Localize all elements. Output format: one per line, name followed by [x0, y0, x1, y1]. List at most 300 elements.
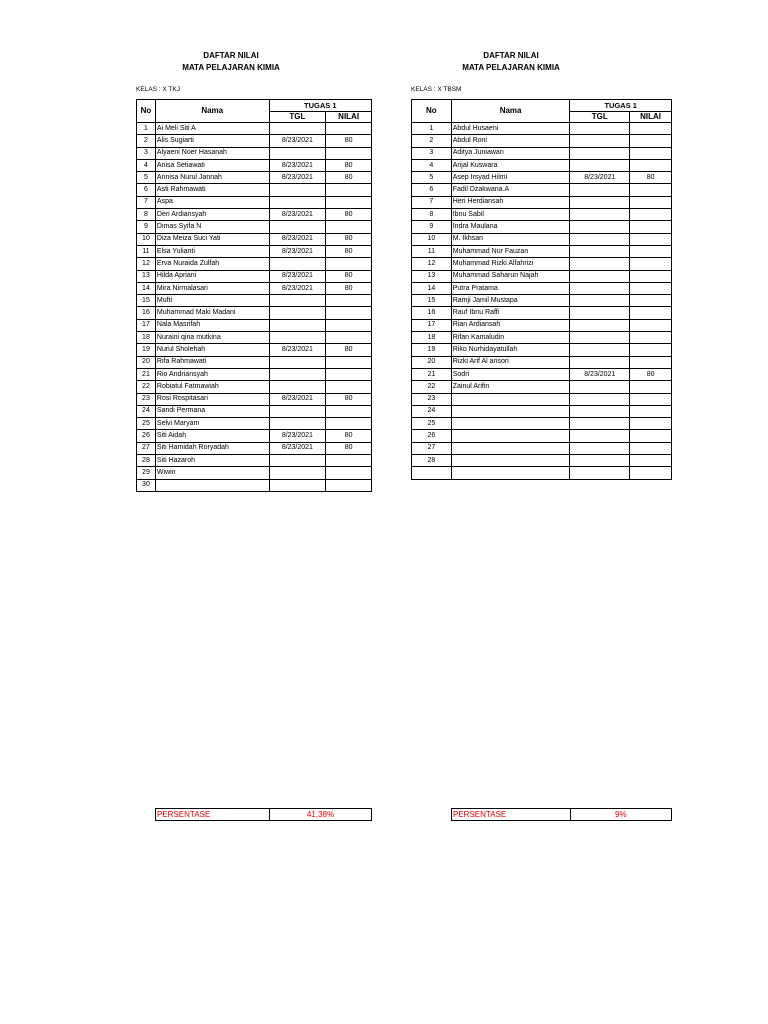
cell-nilai — [630, 393, 672, 405]
cell-no: 24 — [412, 405, 452, 417]
cell-no: 2 — [412, 135, 452, 147]
cell-tgl — [570, 147, 630, 159]
cell-nama — [451, 418, 570, 430]
table-row — [412, 282, 672, 294]
cell-nama: Nala Masrifah — [155, 319, 269, 331]
cell-nilai — [326, 307, 372, 319]
cell-no: 9 — [137, 221, 156, 233]
table-row — [137, 147, 372, 159]
table-row — [412, 135, 672, 147]
cell-tgl — [570, 319, 630, 331]
cell-tgl: 8/23/2021 — [570, 368, 630, 380]
cell-nama: Sodri — [451, 368, 570, 380]
cell-nilai — [630, 270, 672, 282]
table-row — [137, 123, 372, 135]
cell-no: 1 — [137, 123, 156, 135]
cell-nama — [155, 479, 269, 491]
cell-tgl — [269, 196, 326, 208]
cell-nama: Nurul Sholehah — [155, 344, 269, 356]
cell-no: 12 — [412, 258, 452, 270]
cell-no: 7 — [412, 196, 452, 208]
cell-nama: Ramji Jamil Mustapa — [451, 295, 570, 307]
cell-no: 24 — [137, 405, 156, 417]
table-row — [137, 221, 372, 233]
table-row — [137, 344, 372, 356]
cell-no: 2 — [137, 135, 156, 147]
cell-tgl — [269, 258, 326, 270]
cell-tgl — [570, 356, 630, 368]
cell-tgl — [570, 245, 630, 257]
cell-nilai — [630, 344, 672, 356]
cell-no: 26 — [137, 430, 156, 442]
col-header-nilai: NILAI — [630, 112, 672, 123]
cell-tgl — [269, 479, 326, 491]
cell-nilai — [326, 455, 372, 467]
cell-nilai — [630, 184, 672, 196]
table-row — [412, 455, 672, 467]
cell-no: 15 — [137, 295, 156, 307]
cell-no: 3 — [412, 147, 452, 159]
cell-nilai: 80 — [326, 344, 372, 356]
grade-table — [136, 99, 372, 492]
cell-no: 16 — [412, 307, 452, 319]
cell-nama: Robiatul Fatmawiah — [155, 381, 269, 393]
cell-nilai: 80 — [326, 245, 372, 257]
cell-nilai: 80 — [326, 430, 372, 442]
table-row — [412, 245, 672, 257]
cell-nilai: 80 — [630, 172, 672, 184]
cell-nilai — [326, 295, 372, 307]
cell-nilai: 80 — [326, 282, 372, 294]
cell-no: 16 — [137, 307, 156, 319]
cell-tgl — [570, 455, 630, 467]
cell-nilai — [326, 467, 372, 479]
cell-no: 6 — [137, 184, 156, 196]
cell-nama: Aditya Juniawan — [451, 147, 570, 159]
cell-nama: Deri Ardiansyah — [155, 209, 269, 221]
cell-tgl — [570, 442, 630, 454]
cell-tgl: 8/23/2021 — [269, 172, 326, 184]
cell-nama: Muhammad Saharun Najah — [451, 270, 570, 282]
cell-nama: Rizki Arif Al ansori — [451, 356, 570, 368]
cell-no: 8 — [412, 209, 452, 221]
cell-nama: Aspa — [155, 196, 269, 208]
cell-tgl — [570, 307, 630, 319]
cell-nilai — [630, 381, 672, 393]
cell-tgl — [570, 381, 630, 393]
cell-nama: Muhammad Rizki Alfahrizi — [451, 258, 570, 270]
cell-tgl — [269, 147, 326, 159]
cell-nama: Abdul Husaeni — [451, 123, 570, 135]
cell-no: 11 — [137, 245, 156, 257]
cell-tgl — [570, 467, 630, 479]
cell-tgl — [269, 123, 326, 135]
cell-no: 5 — [412, 172, 452, 184]
cell-tgl — [269, 405, 326, 417]
col-header-nilai: NILAI — [326, 112, 372, 123]
cell-no: 19 — [412, 344, 452, 356]
cell-nama: Rio Andriansyah — [155, 368, 269, 380]
cell-no: 22 — [137, 381, 156, 393]
cell-tgl — [570, 405, 630, 417]
table-row — [412, 184, 672, 196]
cell-tgl — [570, 344, 630, 356]
cell-tgl — [570, 282, 630, 294]
cell-no: 18 — [412, 332, 452, 344]
cell-nama: Zainul Arifin — [451, 381, 570, 393]
cell-nilai — [630, 467, 672, 479]
table-row — [137, 282, 372, 294]
cell-tgl — [570, 393, 630, 405]
table-row — [137, 381, 372, 393]
cell-nilai — [630, 221, 672, 233]
col-header-nama: Nama — [155, 100, 269, 123]
cell-tgl — [570, 196, 630, 208]
cell-no: 21 — [137, 368, 156, 380]
cell-no: 6 — [412, 184, 452, 196]
cell-nama: Rian Ardiansah — [451, 319, 570, 331]
cell-nama: Anisa Setiawati — [155, 159, 269, 171]
cell-nilai: 80 — [326, 135, 372, 147]
table-row — [137, 332, 372, 344]
cell-nilai — [630, 159, 672, 171]
cell-no: 23 — [412, 393, 452, 405]
cell-nama: Alyaeni Noer Hasanah — [155, 147, 269, 159]
cell-nama: Rauf Ibnu Raffi — [451, 307, 570, 319]
col-header-no: No — [137, 100, 156, 123]
cell-nama — [451, 467, 570, 479]
table-row — [137, 393, 372, 405]
cell-no: 20 — [412, 356, 452, 368]
col-header-tgl: TGL — [570, 112, 630, 123]
cell-nilai — [630, 455, 672, 467]
cell-tgl — [570, 418, 630, 430]
table-row — [137, 295, 372, 307]
cell-nama: Wiwin — [155, 467, 269, 479]
cell-nilai — [630, 245, 672, 257]
cell-no: 12 — [137, 258, 156, 270]
cell-nilai: 80 — [326, 159, 372, 171]
cell-tgl — [269, 319, 326, 331]
percentage-label: PERSENTASE — [156, 809, 270, 821]
title-line-2: MATA PELAJARAN KIMIA — [182, 63, 280, 72]
cell-no: 1 — [412, 123, 452, 135]
table-row — [412, 147, 672, 159]
cell-tgl — [570, 209, 630, 221]
cell-nama: Muhammad Nur Fauzan — [451, 245, 570, 257]
class-label: KELAS : X TKJ — [136, 86, 180, 93]
cell-tgl — [269, 455, 326, 467]
cell-no: 28 — [137, 455, 156, 467]
cell-nilai — [630, 135, 672, 147]
cell-nilai — [630, 282, 672, 294]
percentage-label: PERSENTASE — [452, 809, 571, 821]
cell-no: 22 — [412, 381, 452, 393]
cell-nama: Riko Nurhidayatullah — [451, 344, 570, 356]
cell-no: 23 — [137, 393, 156, 405]
table-row — [412, 196, 672, 208]
cell-nama: Heri Herdiansah — [451, 196, 570, 208]
cell-no — [412, 467, 452, 479]
cell-no: 21 — [412, 368, 452, 380]
cell-nilai — [326, 221, 372, 233]
cell-no: 17 — [137, 319, 156, 331]
col-header-tgl: TGL — [269, 112, 326, 123]
cell-tgl — [269, 368, 326, 380]
cell-no: 25 — [412, 418, 452, 430]
cell-nilai — [326, 332, 372, 344]
cell-tgl — [269, 184, 326, 196]
cell-nama: Indra Maulana — [451, 221, 570, 233]
cell-nama — [451, 430, 570, 442]
table-row — [137, 233, 372, 245]
cell-nama — [451, 455, 570, 467]
table-row — [137, 159, 372, 171]
cell-tgl — [269, 221, 326, 233]
cell-no: 9 — [412, 221, 452, 233]
cell-nama: Sandi Permana — [155, 405, 269, 417]
cell-tgl — [570, 430, 630, 442]
cell-nama: Fadil Dzakwana.A — [451, 184, 570, 196]
cell-no: 18 — [137, 332, 156, 344]
cell-nilai: 80 — [630, 368, 672, 380]
cell-no: 3 — [137, 147, 156, 159]
cell-no: 10 — [412, 233, 452, 245]
cell-tgl — [570, 184, 630, 196]
cell-nama: Diza Meiza Suci Yati — [155, 233, 269, 245]
cell-nama: Annisa Nurul Jannah — [155, 172, 269, 184]
cell-tgl — [570, 233, 630, 245]
cell-nilai: 80 — [326, 233, 372, 245]
cell-tgl — [269, 356, 326, 368]
cell-nama: Putra Pratama — [451, 282, 570, 294]
grade-table-body — [412, 123, 672, 480]
cell-no: 8 — [137, 209, 156, 221]
table-row — [137, 405, 372, 417]
cell-no: 15 — [412, 295, 452, 307]
cell-no: 14 — [137, 282, 156, 294]
table-row — [137, 430, 372, 442]
cell-nilai — [630, 196, 672, 208]
cell-nilai — [630, 442, 672, 454]
cell-nama: Dimas Syifa N — [155, 221, 269, 233]
cell-tgl: 8/23/2021 — [269, 245, 326, 257]
cell-no: 10 — [137, 233, 156, 245]
cell-nama: Siti Aidah — [155, 430, 269, 442]
cell-no: 4 — [412, 159, 452, 171]
sheet-title — [136, 50, 326, 74]
cell-nama: Rifa Rahmawati — [155, 356, 269, 368]
cell-nilai: 80 — [326, 270, 372, 282]
cell-no: 20 — [137, 356, 156, 368]
cell-no: 14 — [412, 282, 452, 294]
cell-nilai — [630, 430, 672, 442]
cell-nilai — [630, 405, 672, 417]
cell-nilai: 80 — [326, 209, 372, 221]
table-row — [137, 258, 372, 270]
cell-nama — [451, 405, 570, 417]
table-row — [137, 455, 372, 467]
table-row — [412, 319, 672, 331]
cell-tgl — [570, 159, 630, 171]
cell-nilai — [326, 405, 372, 417]
table-row — [137, 135, 372, 147]
col-header-nama: Nama — [451, 100, 570, 123]
cell-nilai — [630, 147, 672, 159]
cell-nilai — [326, 381, 372, 393]
table-row — [137, 172, 372, 184]
cell-tgl: 8/23/2021 — [269, 270, 326, 282]
cell-no: 17 — [412, 319, 452, 331]
cell-no: 29 — [137, 467, 156, 479]
cell-no: 26 — [412, 430, 452, 442]
cell-nilai — [326, 319, 372, 331]
cell-nama: Ibnu Sabil — [451, 209, 570, 221]
cell-no: 5 — [137, 172, 156, 184]
cell-tgl — [570, 295, 630, 307]
table-row — [412, 467, 672, 479]
cell-nama: Alis Sugiarti — [155, 135, 269, 147]
table-row — [412, 270, 672, 282]
table-row — [137, 418, 372, 430]
cell-no: 27 — [137, 442, 156, 454]
table-row — [412, 295, 672, 307]
title-line-1: DAFTAR NILAI — [203, 51, 259, 60]
cell-nilai — [630, 123, 672, 135]
cell-nilai — [630, 233, 672, 245]
table-row — [412, 258, 672, 270]
percentage-value: 9% — [570, 809, 671, 821]
col-header-tugas: TUGAS 1 — [570, 100, 672, 112]
table-row — [412, 381, 672, 393]
cell-no: 13 — [412, 270, 452, 282]
cell-nilai — [630, 356, 672, 368]
cell-tgl — [570, 221, 630, 233]
cell-tgl — [570, 123, 630, 135]
table-row — [137, 442, 372, 454]
cell-nama: M. Ikhsan — [451, 233, 570, 245]
cell-no: 4 — [137, 159, 156, 171]
cell-nilai — [630, 418, 672, 430]
cell-tgl: 8/23/2021 — [269, 393, 326, 405]
cell-nilai — [630, 258, 672, 270]
table-row — [412, 209, 672, 221]
cell-nama — [451, 393, 570, 405]
title-line-2: MATA PELAJARAN KIMIA — [462, 63, 560, 72]
cell-nama: Siti Hazaroh — [155, 455, 269, 467]
cell-nilai — [630, 319, 672, 331]
cell-nilai — [326, 123, 372, 135]
cell-nama: Mufti — [155, 295, 269, 307]
cell-nama: Ai Meli Siti A — [155, 123, 269, 135]
percentage-value: 41,38% — [270, 809, 372, 821]
cell-no: 30 — [137, 479, 156, 491]
grade-table-body — [137, 123, 372, 492]
cell-nilai: 80 — [326, 172, 372, 184]
cell-tgl — [269, 418, 326, 430]
cell-nilai — [630, 332, 672, 344]
cell-no: 25 — [137, 418, 156, 430]
col-header-tugas: TUGAS 1 — [269, 100, 371, 112]
cell-no: 13 — [137, 270, 156, 282]
table-row — [137, 245, 372, 257]
cell-nama: Rifan Kamaludin — [451, 332, 570, 344]
table-row — [412, 430, 672, 442]
cell-nama: Nuraini qina mutkina — [155, 332, 269, 344]
cell-tgl: 8/23/2021 — [269, 282, 326, 294]
percentage-row — [155, 808, 372, 821]
cell-tgl — [269, 332, 326, 344]
cell-tgl — [269, 467, 326, 479]
table-row — [412, 418, 672, 430]
cell-tgl: 8/23/2021 — [269, 344, 326, 356]
cell-nilai: 80 — [326, 393, 372, 405]
table-row — [412, 368, 672, 380]
cell-tgl: 8/23/2021 — [269, 430, 326, 442]
table-row — [412, 307, 672, 319]
cell-nama: Siti Hamidah Roryadah — [155, 442, 269, 454]
cell-nilai — [326, 356, 372, 368]
cell-nilai: 80 — [326, 442, 372, 454]
cell-nilai — [326, 184, 372, 196]
table-row — [137, 319, 372, 331]
cell-nama: Mira Nirmalasari — [155, 282, 269, 294]
cell-nama — [451, 442, 570, 454]
table-row — [412, 221, 672, 233]
cell-nilai — [326, 147, 372, 159]
cell-tgl: 8/23/2021 — [269, 135, 326, 147]
cell-tgl: 8/23/2021 — [269, 209, 326, 221]
percentage-row — [451, 808, 672, 821]
cell-nilai — [326, 368, 372, 380]
cell-nama: Muhammad Maki Madani — [155, 307, 269, 319]
cell-tgl: 8/23/2021 — [269, 159, 326, 171]
table-row — [412, 123, 672, 135]
cell-tgl — [269, 307, 326, 319]
cell-nama: Asep Irsyad Hilmi — [451, 172, 570, 184]
table-row — [137, 184, 372, 196]
table-row — [137, 467, 372, 479]
cell-tgl — [570, 135, 630, 147]
grade-table — [411, 99, 672, 480]
cell-nama: Hilda Apriani — [155, 270, 269, 282]
cell-no: 27 — [412, 442, 452, 454]
table-row — [412, 233, 672, 245]
table-row — [412, 442, 672, 454]
table-row — [412, 393, 672, 405]
cell-nama: Asti Rahmawati — [155, 184, 269, 196]
cell-no: 19 — [137, 344, 156, 356]
cell-nama: Selvi Maryam — [155, 418, 269, 430]
col-header-no: No — [412, 100, 452, 123]
table-row — [137, 356, 372, 368]
cell-tgl — [269, 381, 326, 393]
cell-no: 28 — [412, 455, 452, 467]
table-row — [137, 307, 372, 319]
cell-nilai — [630, 295, 672, 307]
cell-no: 7 — [137, 196, 156, 208]
cell-tgl: 8/23/2021 — [570, 172, 630, 184]
class-label: KELAS : X TBSM — [411, 86, 462, 93]
table-row — [412, 332, 672, 344]
cell-nilai — [630, 307, 672, 319]
cell-nama: Arijal Kuswara — [451, 159, 570, 171]
title-line-1: DAFTAR NILAI — [483, 51, 539, 60]
cell-tgl — [269, 295, 326, 307]
table-row — [412, 344, 672, 356]
cell-tgl: 8/23/2021 — [269, 442, 326, 454]
table-row — [137, 196, 372, 208]
